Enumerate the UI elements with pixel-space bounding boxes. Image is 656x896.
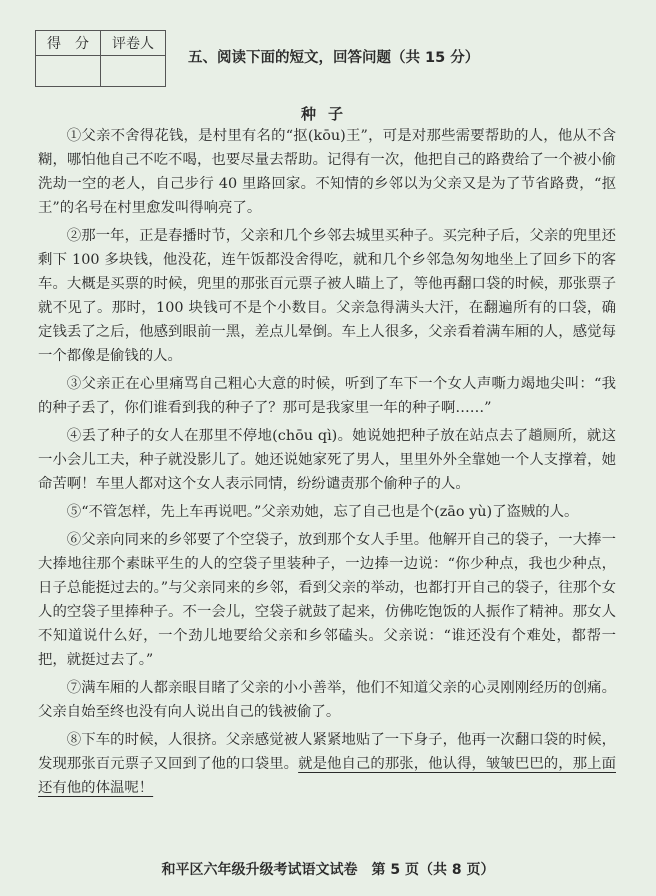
paragraph-3: ③父亲正在心里痛骂自己粗心大意的时候，听到了车下一个女人声嘶力竭地尖叫：“我的种子丢了，你们谁看到我的种子了？那可是我家里一年的种子啊……” [38, 376, 616, 416]
passage-title: 种子 [300, 105, 355, 123]
score-header-score: 得 分 [36, 31, 101, 56]
section-heading: 五、阅读下面的短文，回答问题（共 15 分） [188, 50, 480, 66]
paragraph-5: ⑤“不管怎样，先上车再说吧。”父亲劝她，忘了自己也是个(zāo yù)了盗贼的人。 [66, 504, 579, 520]
paragraph-8 [38, 728, 616, 800]
paragraph-8-text: ⑧下车的时候，人很挤。父亲感觉被人紧紧地贴了一下身子，他再一次翻口袋的时候，发现那张百元票子又回到了他的口袋里。 [38, 732, 616, 772]
underlined-sentence: 就是他自己的那张，他认得，皱皱巴巴的，那上面还有他的体温呢！ [38, 756, 616, 796]
paragraph-7: ⑦满车厢的人都亲眼目睹了父亲的小小善举，他们不知道父亲的心灵刚刚经历的创痛。父亲自始至终也没有向人说出自己的钱被偷了。 [38, 680, 616, 720]
grader-cell [101, 56, 166, 87]
score-header-grader: 评卷人 [101, 31, 166, 56]
paragraph-2: ②那一年，正是春播时节，父亲和几个乡邻去城里买种子。买完种子后，父亲的兜里还剩下 100 多块钱，他没花，连午饭都没舍得吃，就和几个乡邻急匆匆地坐上了回乡下的客车。大概是买票的时候，兜里的那张百元票子被人瞄上了，等他再翻口袋的时候，那张票子就不见了。那时，100 块钱可不是个小数目。父亲急得满头大汗，在翻遍所有的口袋，确定钱丢了之后，他感到眼前一黑，差点儿晕倒。车上人很多，父亲看着满车厢的人，感觉每一个都像是偷钱的人。 [38, 228, 616, 364]
page-footer: 和平区六年级升级考试语文试卷 第 5 页（共 8 页） [161, 862, 495, 878]
score-cell [36, 56, 101, 87]
paragraph-6: ⑥父亲向同来的乡邻要了个空袋子，放到那个女人手里。他解开自己的袋子，一大捧一大捧地往那个素昧平生的人的空袋子里装种子，一边捧一边说：“你少种点，我也少种点，日子总能挺过去的。”与父亲同来的乡邻，看到父亲的举动，也都打开自己的袋子，往那个女人的空袋子里捧种子。不一会儿，空袋子就鼓了起来，仿佛吃饱饭的人振作了精神。那女人不知道说什么好，一个劲儿地要给父亲和乡邻磕头。父亲说：“谁还没有个难处，都帮一把，就挺过去了。” [38, 532, 616, 668]
paragraph-4: ④丢了种子的女人在那里不停地(chōu qì)。她说她把种子放在站点去了趟厕所，就这一小会儿工夫，种子就没影儿了。她还说她家死了男人，里里外外全靠她一个人支撑着，她命苦啊！车里人都对这个女人表示同情，纷纷谴责那个偷种子的人。 [38, 428, 616, 492]
passage-body [38, 124, 616, 804]
score-box [35, 30, 166, 87]
paragraph-1: ①父亲不舍得花钱，是村里有名的“抠(kōu)王”，可是对那些需要帮助的人，他从不含糊，哪怕他自己不吃不喝，也要尽量去帮助。记得有一次，他把自己的路费给了一个被小偷洗劫一空的老人，自己步行 40 里路回家。不知情的乡邻以为父亲又是为了节省路费，“抠王”的名号在村里愈发叫得响亮了。 [38, 128, 616, 216]
